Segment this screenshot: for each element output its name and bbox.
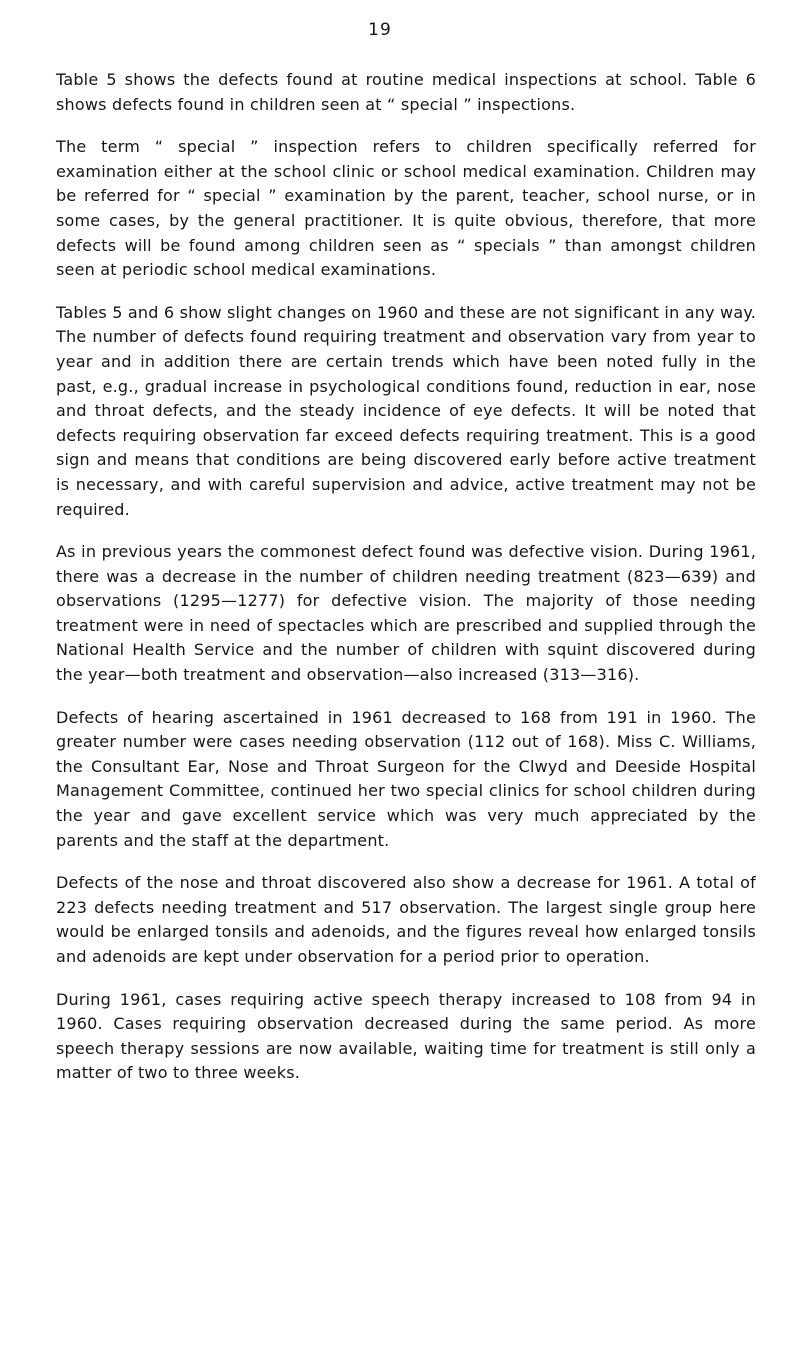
page-number: 19 (368, 20, 392, 40)
paragraph-hearing-defects: Defects of hearing ascertained in 1961 decreased to 168 from 191 in 1960. The greater number were cases needing observation (112 out of 168). Miss C. Williams, the Consultant Ear, Nose and Throat Surgeon for the Clwyd and Deeside Hospital Management Committee, continued her two special clinics for school children during the year and gave excellent service which was very much appreciated by the parents and the staff at the department. (56, 707, 756, 850)
paragraph-nose-throat: Defects of the nose and throat discovered also show a decrease for 1961. A total of 223 defects needing treatment and 517 observation. The largest single group here would be enlarged tonsils and adenoids, and the figures reveal how enlarged tonsils and adenoids are kept under observation for a period prior to operation. (56, 873, 756, 966)
body-text (56, 68, 756, 1104)
paragraph-special-inspection: The term “ special ” inspection refers to children specifically referred for examination either at the school clinic or school medical examination. Children may be referred for “ special ” examination by the parent, teacher, school nurse, or in some cases, by the general practitioner. It is quite obvious, therefore, that more defects will be found among children seen as “ specials ” than amongst children seen at periodic school medical examinations. (56, 137, 756, 280)
paragraph-trends: Tables 5 and 6 show slight changes on 1960 and these are not significant in any way. The number of defects found requiring treatment and observation vary from year to year and in addition there are certain trends which have been noted fully in the past, e.g., gradual increase in psychological conditions found, reduction in ear, nose and throat defects, and the steady incidence of eye defects. It will be noted that defects requiring observation far exceed defects requiring treatment. This is a good sign and means that conditions are being discovered early before active treatment is necessary, and with careful supervision and advice, active treatment may not be required. (56, 302, 756, 519)
paragraph-defective-vision: As in previous years the commonest defect found was defective vision. During 1961, there was a decrease in the number of children needing treatment (823—639) and observations (1295—1277) for defective vision. The majority of those needing treatment were in need of spectacles which are prescribed and supplied through the National Health Service and the number of children with squint discovered during the year—both treatment and observation—also increased (313—316). (56, 542, 756, 685)
paragraph-speech-therapy: During 1961, cases requiring active speech therapy increased to 108 from 94 in 1960. Cases requiring observation decreased during the same period. As more speech therapy sessions are now available, waiting time for treatment is still only a matter of two to three weeks. (56, 989, 756, 1083)
paragraph-table-overview: Table 5 shows the defects found at routine medical inspections at school. Table 6 shows defects found in children seen at “ special ” inspections. (56, 70, 756, 114)
